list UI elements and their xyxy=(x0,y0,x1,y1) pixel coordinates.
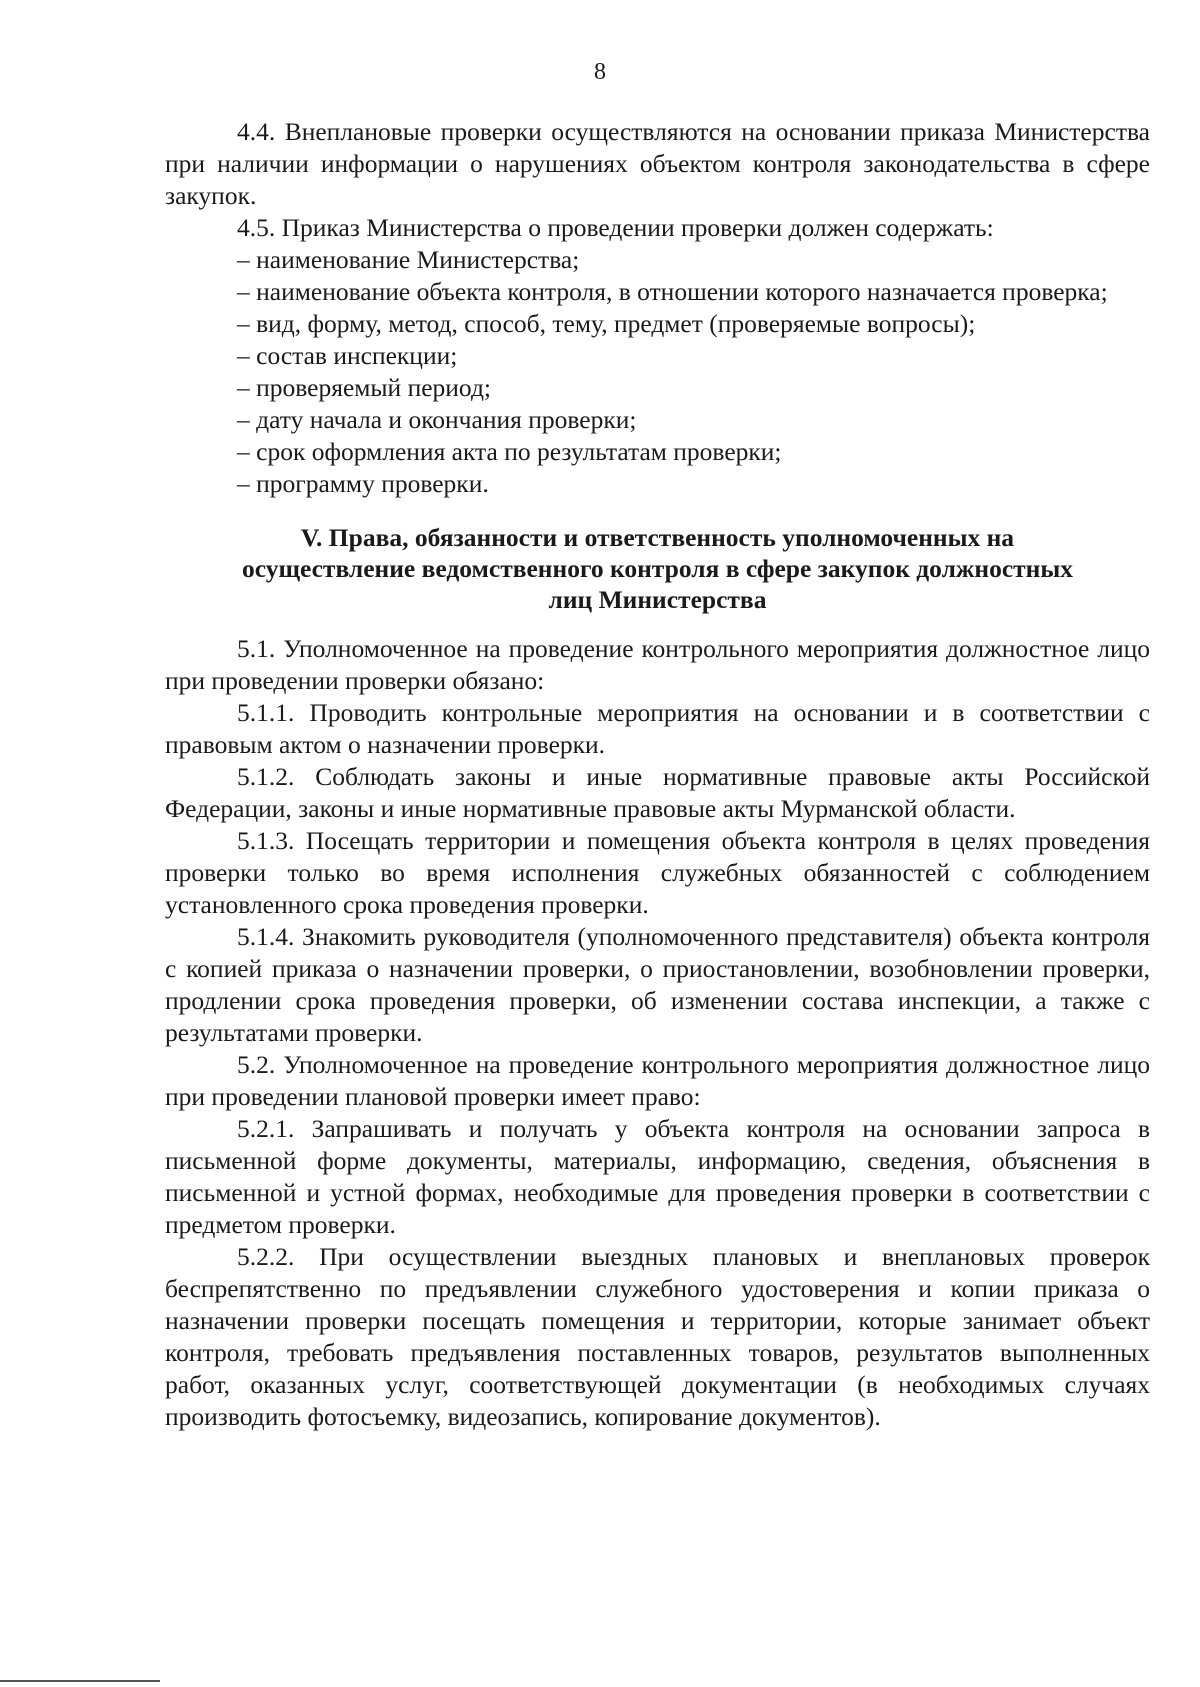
document-body xyxy=(165,116,1150,1433)
paragraph-5-1-3: 5.1.3. Посещать территории и помещения объекта контроля в целях проведения проверки только во время исполнения служебных обязанностей с соблюдением установленного срока проведения проверки. xyxy=(165,826,1150,919)
paragraph-5-1-2: 5.1.2. Соблюдать законы и иные нормативные правовые акты Российской Федерации, законы и иные нормативные правовые акты Мурманской области. xyxy=(165,762,1150,823)
heading-line: V. Права, обязанности и ответственность уполномоченных на xyxy=(300,523,1015,552)
list-item: – проверяемый период; xyxy=(237,373,492,402)
paragraph-5-1: 5.1. Уполномоченное на проведение контрольного мероприятия должностное лицо при проведении проверки обязано: xyxy=(165,634,1150,695)
list-item: – программу проверки. xyxy=(237,469,489,498)
page-number: 8 xyxy=(594,59,606,85)
list-item: – вид, форму, метод, способ, тему, предмет (проверяемые вопросы); xyxy=(237,309,976,338)
list-item: – срок оформления акта по результатам проверки; xyxy=(237,437,782,466)
paragraph-5-2: 5.2. Уполномоченное на проведение контрольного мероприятия должностное лицо при проведении плановой проверки имеет право: xyxy=(165,1050,1150,1111)
list-item: – дату начала и окончания проверки; xyxy=(237,405,637,434)
paragraph-5-1-1: 5.1.1. Проводить контрольные мероприятия на основании и в соответствии с правовым актом о назначении проверки. xyxy=(165,698,1150,759)
paragraph-5-1-4: 5.1.4. Знакомить руководителя (уполномоченного представителя) объекта контроля с копией приказа о назначении проверки, о приостановлении, возобновлении проверки, продлении срока проведения проверки, об изменении состава инспекции, а также с результатами проверки. xyxy=(165,922,1150,1047)
heading-line: осуществление ведомственного контроля в сфере закупок должностных xyxy=(241,554,1074,583)
scan-edge-line xyxy=(0,1680,160,1682)
paragraph-5-2-1: 5.2.1. Запрашивать и получать у объекта контроля на основании запроса в письменной форме документы, материалы, информацию, сведения, объяснения в письменной и устной формах, необходимые для проведения проверки в соответствии с предметом проверки. xyxy=(165,1114,1150,1239)
list-item: – состав инспекции; xyxy=(237,341,458,370)
section-heading xyxy=(165,522,1150,615)
heading-line: лиц Министерства xyxy=(548,585,767,614)
paragraph-4-5: 4.5. Приказ Министерства о проведении проверки должен содержать: xyxy=(237,213,994,242)
list-item: – наименование объекта контроля, в отношении которого назначается проверка; xyxy=(237,277,1108,306)
paragraph-4-4: 4.4. Внеплановые проверки осуществляются на основании приказа Министерства при наличии информации о нарушениях объектом контроля законодательства в сфере закупок. xyxy=(165,117,1150,210)
list-item: – наименование Министерства; xyxy=(237,245,580,274)
paragraph-5-2-2: 5.2.2. При осуществлении выездных плановых и внеплановых проверок беспрепятственно по предъявлении служебного удостоверения и копии приказа о назначении проверки посещать помещения и территории, которые занимает объект контроля, требовать предъявления поставленных товаров, результатов выполненных работ, оказанных услуг, соответствующей документации (в необходимых случаях производить фотосъемку, видеозапись, копирование документов). xyxy=(165,1242,1150,1431)
